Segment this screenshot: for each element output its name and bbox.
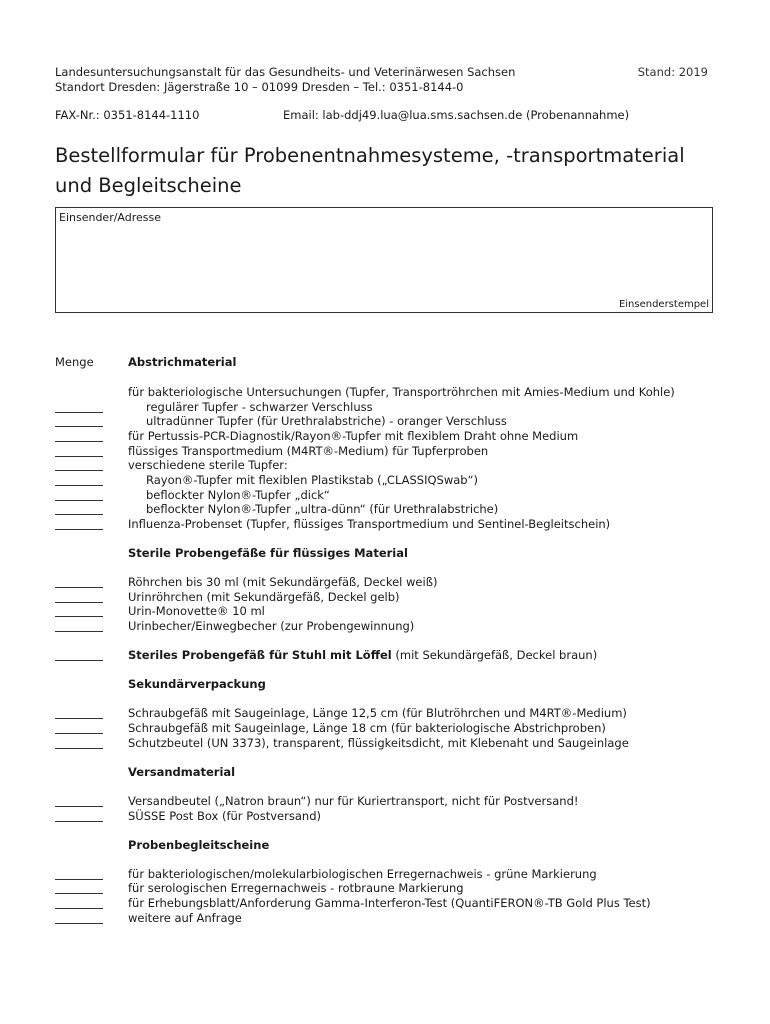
order-item-row (55, 881, 725, 896)
quantity-input[interactable] (55, 748, 103, 749)
quantity-input[interactable] (55, 879, 103, 880)
order-item-label: weitere auf Anfrage (128, 911, 242, 925)
order-item-label: Schraubgefäß mit Saugeinlage, Länge 12,5 cm (für Blutröhrchen und M4RT®-Medium) (128, 706, 627, 720)
order-item-row (55, 648, 725, 663)
quantity-input[interactable] (55, 821, 103, 822)
order-item-row (55, 458, 725, 473)
quantity-input[interactable] (55, 412, 103, 413)
order-item-row (55, 604, 725, 619)
order-item-label: für bakteriologische Untersuchungen (Tupfer, Transportröhrchen mit Amies-Medium und Kohle) (128, 385, 675, 399)
order-item-label: für serologischen Erregernachweis - rotbraune Markierung (128, 881, 464, 895)
section-heading (55, 546, 725, 561)
section-heading-label: Sekundärverpackung (128, 677, 266, 691)
order-item-row (55, 488, 725, 503)
order-item-label: Urinröhrchen (mit Sekundärgefäß, Deckel gelb) (128, 590, 400, 604)
sender-stamp-label: Einsenderstempel (618, 299, 709, 310)
order-item-label: regulärer Tupfer - schwarzer Verschluss (146, 400, 373, 414)
order-item-row (55, 414, 725, 429)
section-heading-label: Versandmaterial (128, 765, 236, 779)
order-item-label: Röhrchen bis 30 ml (mit Sekundärgefäß, Deckel weiß) (128, 575, 438, 589)
sender-address-label: Einsender/Adresse (59, 211, 162, 224)
order-item-label: für bakteriologischen/molekularbiologischen Erregernachweis - grüne Markierung (128, 867, 597, 881)
order-item-label: beflockter Nylon®-Tupfer „dick“ (146, 488, 330, 502)
order-item-label: Urinbecher/Einwegbecher (zur Probengewinnung) (128, 619, 415, 633)
quantity-input[interactable] (55, 529, 103, 530)
section-heading-label: Probenbegleitscheine (128, 838, 270, 852)
order-item-row (55, 896, 725, 911)
quantity-input[interactable] (55, 426, 103, 427)
order-item-row (55, 400, 725, 415)
section-heading (55, 677, 725, 692)
quantity-input[interactable] (55, 456, 103, 457)
quantity-input[interactable] (55, 616, 103, 617)
quantity-input[interactable] (55, 470, 103, 471)
section-heading (55, 765, 725, 780)
order-item-row (55, 736, 725, 751)
section-heading-label: Sterile Probengefäße für flüssiges Material (128, 546, 408, 560)
order-item-row (55, 517, 725, 532)
order-item-row (55, 619, 725, 634)
order-item-row (55, 429, 725, 444)
order-item-label: verschiedene sterile Tupfer: (128, 458, 288, 472)
quantity-input[interactable] (55, 500, 103, 501)
order-item-label: beflockter Nylon®-Tupfer „ultra-dünn“ (für Urethralabstriche) (146, 502, 499, 516)
section-heading-label: Abstrichmaterial (128, 355, 237, 369)
order-item-label: Schraubgefäß mit Saugeinlage, Länge 18 cm (für bakteriologische Abstrichproben) (128, 721, 606, 735)
quantity-input[interactable] (55, 485, 103, 486)
quantity-input[interactable] (55, 718, 103, 719)
quantity-input[interactable] (55, 806, 103, 807)
order-item-row (55, 590, 725, 605)
quantity-input[interactable] (55, 602, 103, 603)
quantity-input[interactable] (55, 923, 103, 924)
quantity-input[interactable] (55, 893, 103, 894)
section-subheading (55, 385, 725, 400)
order-item-detail: (mit Sekundärgefäß, Deckel braun) (391, 648, 598, 662)
order-item-label: Schutzbeutel (UN 3373), transparent, flüssigkeitsdicht, mit Klebenaht und Saugeinlage (128, 736, 629, 750)
order-item-row (55, 911, 725, 926)
order-item-label: SÜSSE Post Box (für Postversand) (128, 809, 321, 823)
order-item-label: flüssiges Transportmedium (M4RT®-Medium) für Tupferproben (128, 444, 489, 458)
order-item-row (55, 867, 725, 882)
section-heading (55, 355, 725, 370)
sender-address-field[interactable] (55, 207, 713, 313)
order-item-label: ultradünner Tupfer (für Urethralabstriche) - oranger Verschluss (146, 414, 507, 428)
quantity-column-header: Menge (55, 355, 94, 369)
order-item-row (55, 721, 725, 736)
quantity-input[interactable] (55, 587, 103, 588)
order-item-label: Versandbeutel („Natron braun“) nur für Kuriertransport, nicht für Postversand! (128, 794, 579, 808)
order-item-row (55, 575, 725, 590)
order-item-label: Urin-Monovette® 10 ml (128, 604, 265, 618)
email-address[interactable]: Email: lab-ddj49.lua@lua.sms.sachsen.de (Probenannahme) (283, 108, 630, 122)
order-item-label: Influenza-Probenset (Tupfer, flüssiges Transportmedium und Sentinel-Begleitschein) (128, 517, 611, 531)
quantity-input[interactable] (55, 660, 103, 661)
quantity-input[interactable] (55, 441, 103, 442)
page-title: Bestellformular für Probenentnahmesysteme, -transportmaterial und Begleitscheine (55, 144, 685, 197)
order-item-row (55, 706, 725, 721)
order-item-row (55, 794, 725, 809)
order-item-label: Rayon®-Tupfer mit flexiblen Plastikstab („CLASSIQSwab“) (146, 473, 479, 487)
order-item-row (55, 473, 725, 488)
quantity-input[interactable] (55, 733, 103, 734)
fax-number: FAX-Nr.: 0351-8144-1110 (55, 108, 200, 122)
stand-date: Stand: 2019 (637, 65, 708, 79)
order-item-label: für Erhebungsblatt/Anforderung Gamma-Interferon-Test (QuantiFERON®-TB Gold Plus Test) (128, 896, 651, 910)
order-item-bold-label: Steriles Probengefäß für Stuhl mit Löffel (128, 648, 392, 662)
quantity-input[interactable] (55, 514, 103, 515)
quantity-input[interactable] (55, 631, 103, 632)
order-item-row (55, 502, 725, 517)
order-item-label (128, 648, 597, 663)
section-heading (55, 838, 725, 853)
institution-address: Standort Dresden: Jägerstraße 10 – 01099 Dresden – Tel.: 0351-8144-0 (55, 80, 464, 94)
order-item-row (55, 809, 725, 824)
order-item-label: für Pertussis-PCR-Diagnostik/Rayon®-Tupfer mit flexiblem Draht ohne Medium (128, 429, 579, 443)
quantity-input[interactable] (55, 908, 103, 909)
order-item-row (55, 444, 725, 459)
institution-name: Landesuntersuchungsanstalt für das Gesundheits- und Veterinärwesen Sachsen (55, 65, 516, 79)
